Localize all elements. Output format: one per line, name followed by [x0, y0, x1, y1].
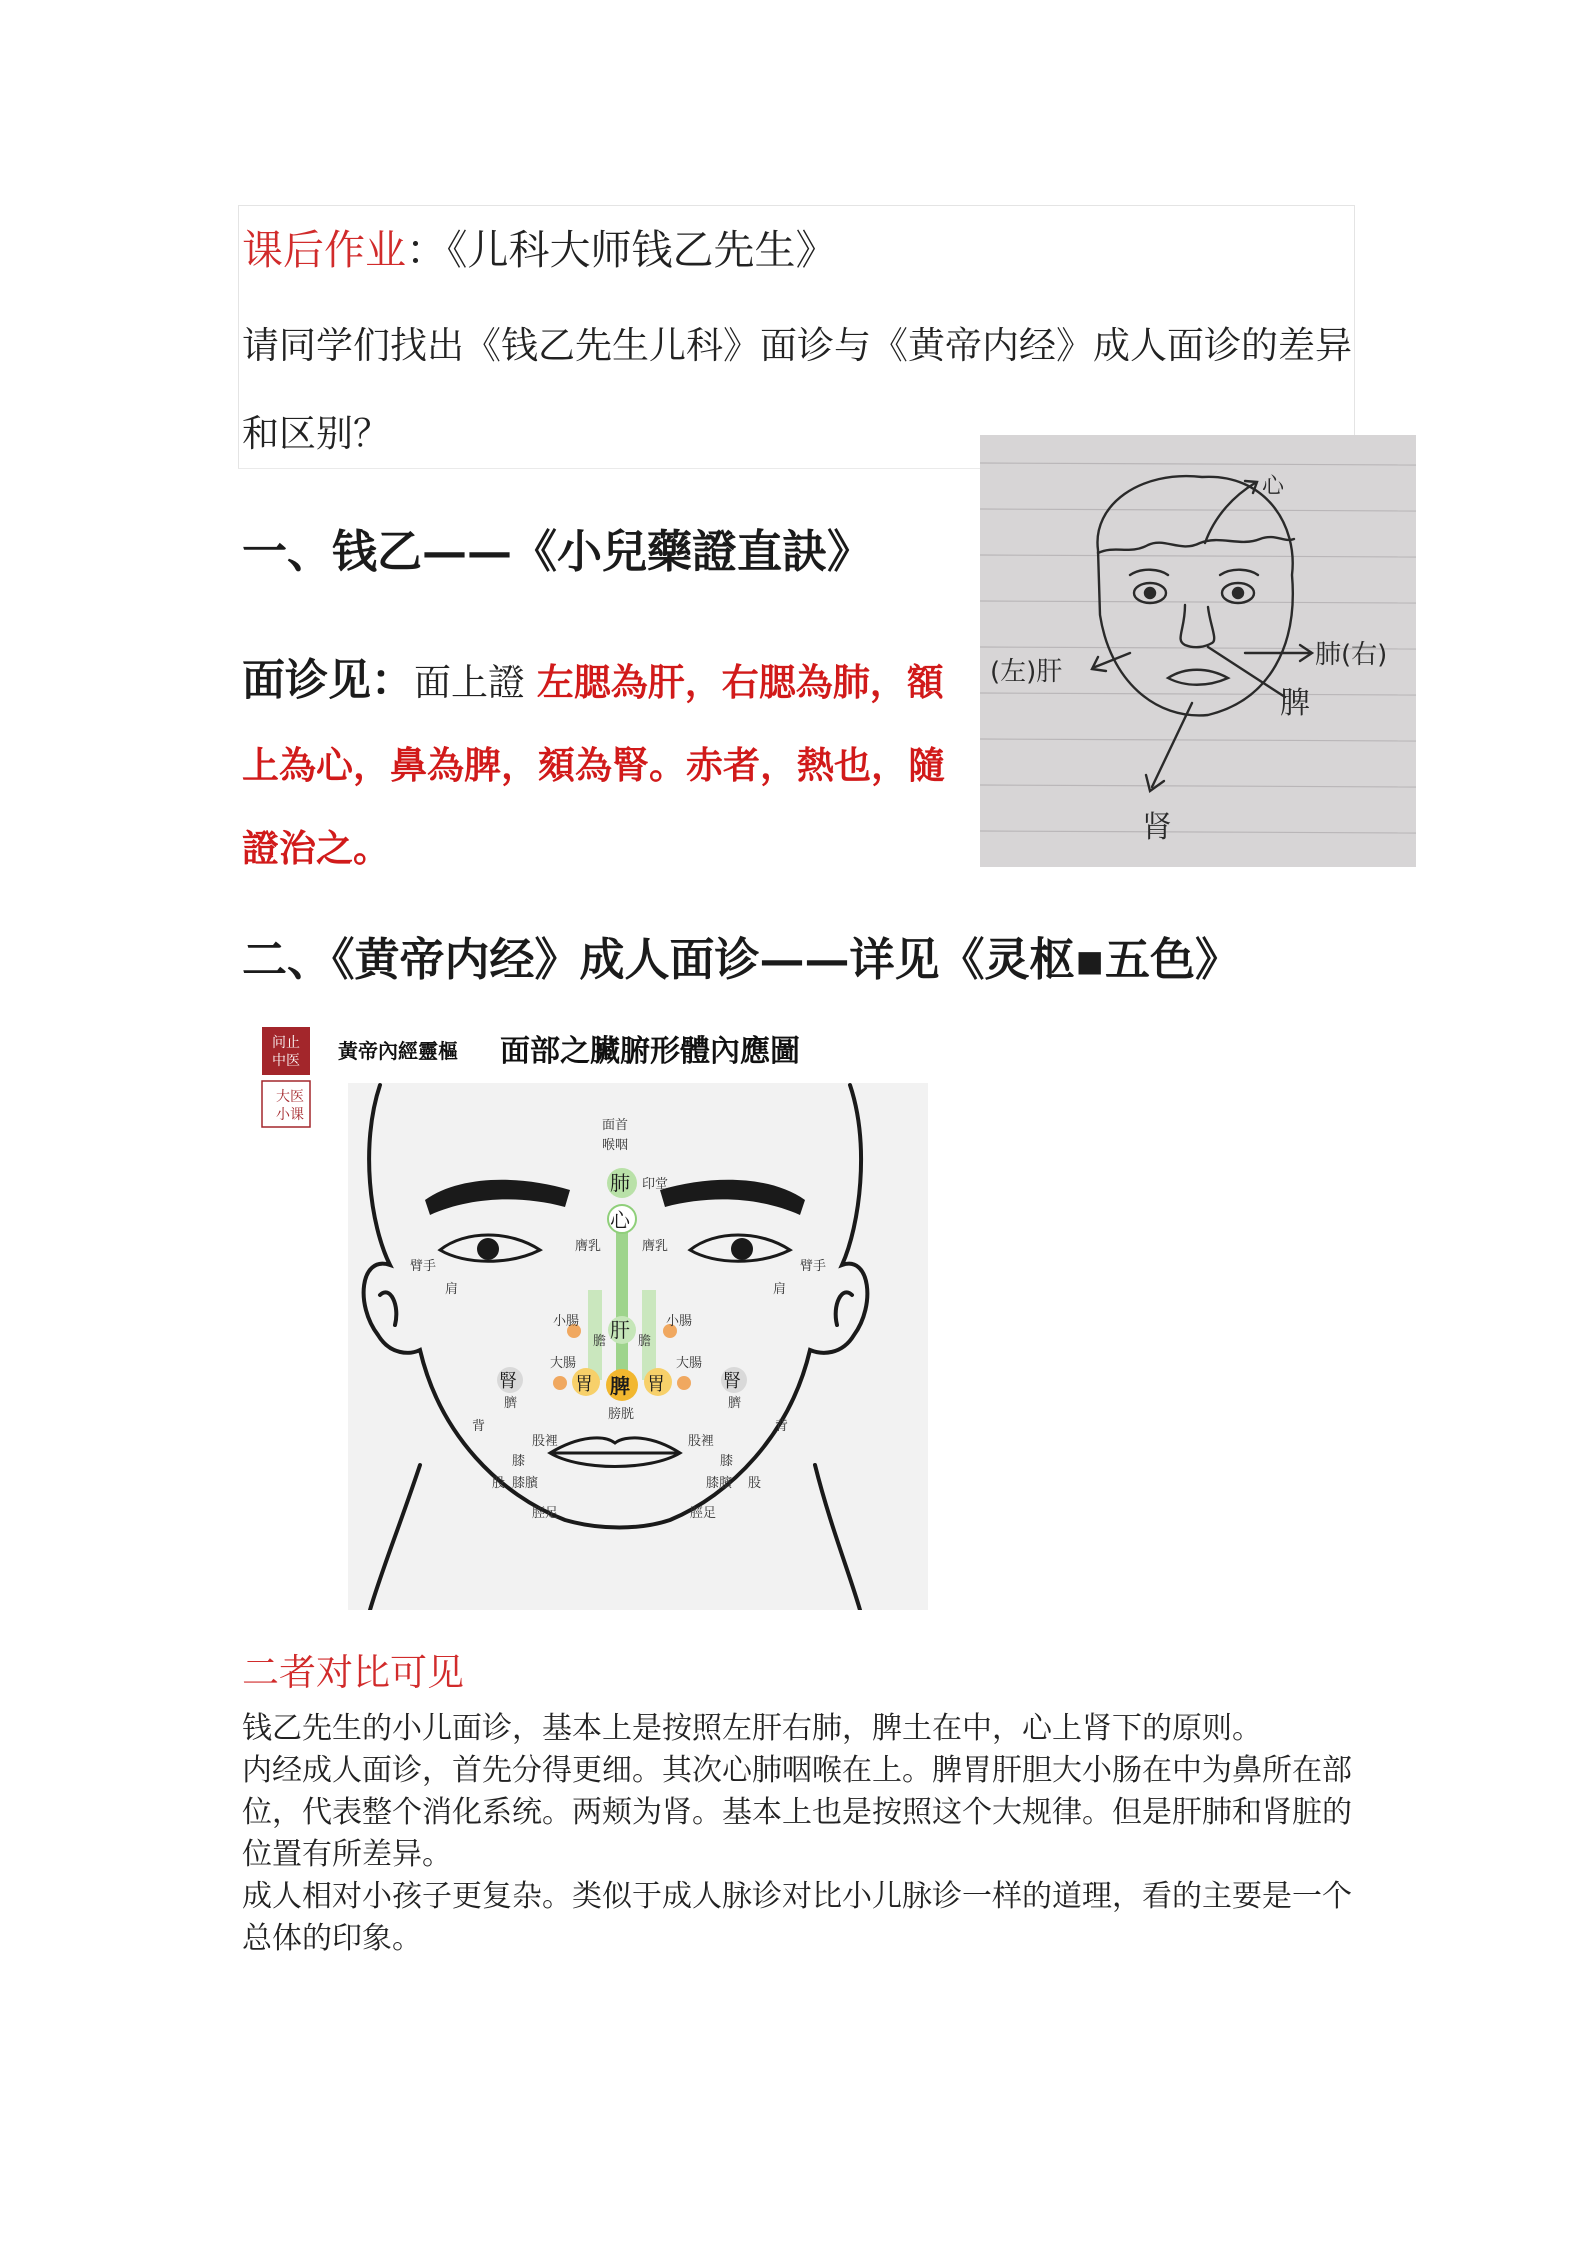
- face-organ-diagram: [260, 1025, 928, 1610]
- logo-top-line2: 中医: [272, 1053, 300, 1069]
- label-bladder: 膀胱: [608, 1407, 635, 1422]
- face-organ-drawing: [260, 1025, 928, 1610]
- organ-kidney-left: 腎: [499, 1371, 517, 1392]
- logo-top-line1: 问止: [272, 1035, 300, 1051]
- label-arm-right: 臂手: [800, 1259, 827, 1274]
- section1-red-text: 左腮為肝，右腮為肺，額上為心，鼻為脾，頦為腎。赤者，熱也，隨證治之。: [242, 660, 945, 870]
- label-back-right: 背: [775, 1419, 789, 1434]
- diagram-subtitle: 黃帝內經靈樞: [338, 1039, 458, 1063]
- label-navel-right: 臍: [728, 1396, 742, 1411]
- section1-lead: 面诊见：: [242, 656, 414, 706]
- sketch-label-spleen: 脾: [1280, 686, 1310, 721]
- section3-paragraph-2: 内经成人面诊，首先分得更细。其次心肺咽喉在上。脾胃肝胆大小肠在中为鼻所在部位，代表整个消化系统。两颊为肾。基本上也是按照这个大规律。但是肝肺和肾脏的位置有所差异。: [242, 1753, 1352, 1872]
- label-shin-left: 脛足: [532, 1506, 559, 1521]
- section3-paragraph-1: 钱乙先生的小儿面诊，基本上是按照左肝右肺，脾土在中，心上肾下的原则。: [242, 1711, 1262, 1746]
- label-breast-right: 膺乳: [642, 1239, 669, 1254]
- label-arm-left: 臂手: [410, 1259, 437, 1274]
- label-kneecap-right: 膝臏: [706, 1476, 733, 1491]
- organ-spleen: 脾: [610, 1374, 630, 1398]
- label-navel-left: 臍: [504, 1396, 518, 1411]
- label-leg-left: 股: [492, 1476, 506, 1491]
- section3-body: [242, 1708, 1358, 1960]
- hand-sketch-drawing: [980, 435, 1416, 867]
- sketch-label-kidney: 肾: [1142, 810, 1172, 845]
- label-small-int-left: 小腸: [553, 1314, 580, 1329]
- organ-stomach-left: 胃: [575, 1374, 593, 1395]
- diagram-title: 面部之臟腑形體內應圖: [500, 1034, 800, 1069]
- label-thigh-left: 股裡: [532, 1434, 559, 1449]
- section1-plain: 面上證: [414, 661, 537, 704]
- label-back-left: 背: [472, 1419, 486, 1434]
- organ-kidney-right: 腎: [723, 1371, 741, 1392]
- label-shoulder-right: 肩: [773, 1282, 787, 1297]
- label-kneecap-left: 膝臏: [512, 1476, 539, 1491]
- logo-bottom-line1: 大医: [276, 1089, 304, 1105]
- logo-bottom-line2: 小课: [276, 1107, 304, 1123]
- label-large-int-left: 大腸: [550, 1356, 577, 1371]
- label-leg-right: 股: [748, 1476, 762, 1491]
- label-throat: 喉咽: [602, 1138, 629, 1153]
- section1-paragraph: [242, 640, 960, 890]
- label-large-int-right: 大腸: [676, 1356, 703, 1371]
- section1-heading: 一、钱乙——《小兒藥證直訣》: [242, 525, 873, 578]
- organ-stomach-right: 胃: [647, 1374, 665, 1395]
- organ-liver: 肝: [610, 1318, 630, 1342]
- hand-sketch-photo: [980, 435, 1416, 867]
- label-gallbladder-right: 膽: [638, 1334, 652, 1349]
- label-knee-right: 膝: [720, 1454, 734, 1469]
- label-shoulder-left: 肩: [445, 1282, 459, 1297]
- label-small-int-right: 小腸: [666, 1314, 693, 1329]
- label-knee-left: 膝: [512, 1454, 526, 1469]
- homework-question-line2: 和区别？: [242, 412, 390, 455]
- section2-heading: 二、《黄帝内经》成人面诊——详见《灵枢▪五色》: [242, 933, 1240, 986]
- homework-question-line1: 请同学们找出《钱乙先生儿科》面诊与《黄帝内经》成人面诊的差异: [242, 324, 1352, 367]
- section3-paragraph-3: 成人相对小孩子更复杂。类似于成人脉诊对比小儿脉诊一样的道理，看的主要是一个总体的印象。: [242, 1879, 1352, 1956]
- sketch-label-liver: (左)肝: [990, 657, 1063, 687]
- sketch-label-lung: 肺(右): [1315, 640, 1388, 670]
- label-gallbladder-left: 膽: [593, 1334, 607, 1349]
- section3-heading: 二者对比可见: [242, 1651, 464, 1694]
- homework-label: 课后作业: [242, 226, 406, 274]
- label-yintang: 印堂: [642, 1177, 669, 1192]
- homework-title-text: ：《儿科大师钱乙先生》: [406, 226, 837, 274]
- homework-title: [242, 222, 837, 278]
- label-face-head: 面首: [602, 1118, 629, 1133]
- organ-lung: 肺: [610, 1171, 630, 1195]
- label-thigh-right: 股裡: [688, 1434, 715, 1449]
- sketch-label-heart: 心: [1262, 474, 1285, 499]
- label-shin-right: 脛足: [690, 1506, 717, 1521]
- label-breast-left: 膺乳: [575, 1239, 602, 1254]
- organ-heart: 心: [610, 1208, 630, 1232]
